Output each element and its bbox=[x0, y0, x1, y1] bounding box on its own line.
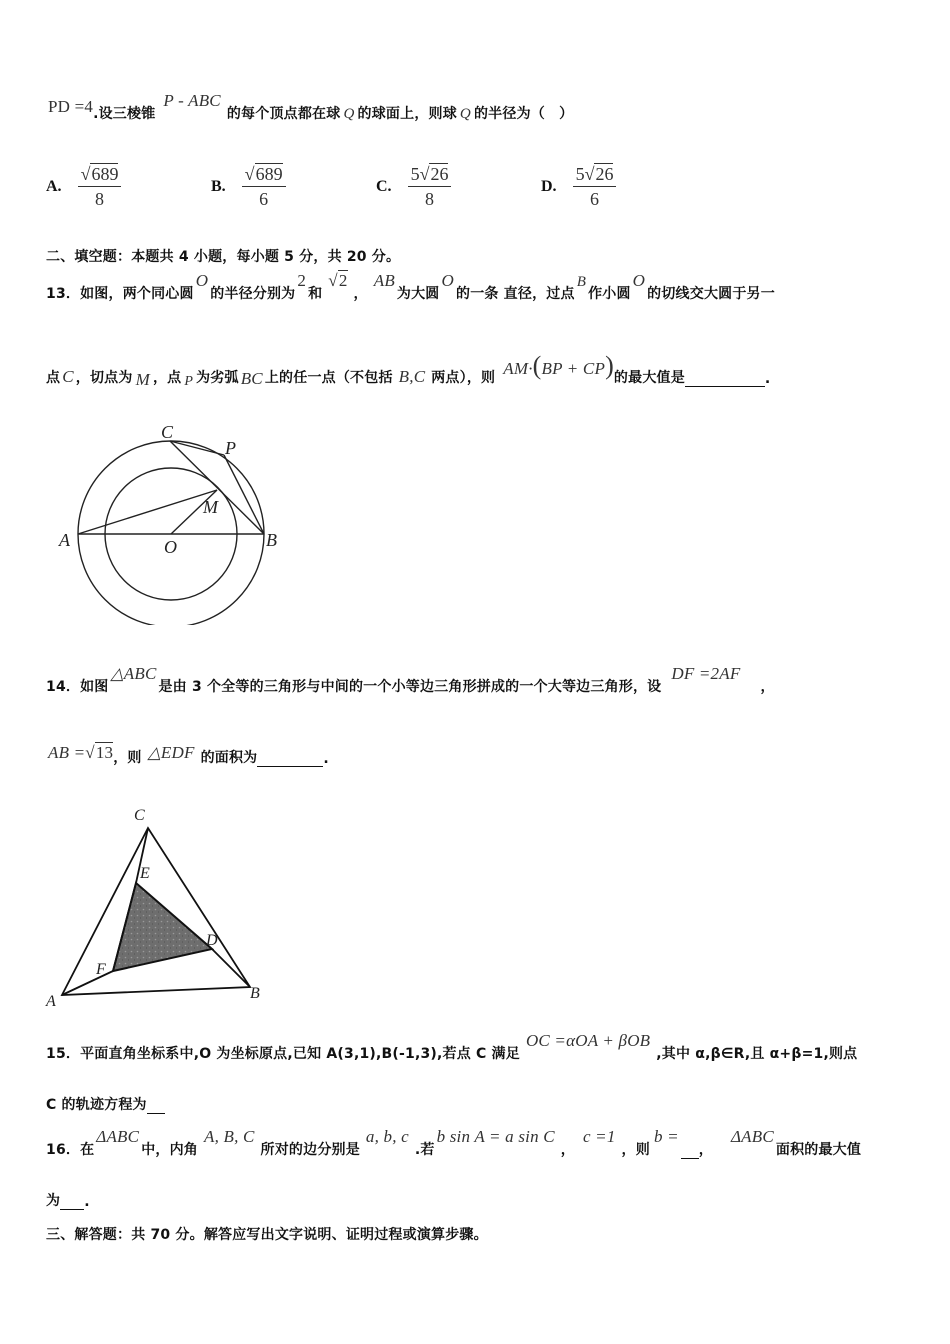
option-label: A. bbox=[46, 177, 62, 195]
q16-text: ，则 bbox=[621, 1142, 650, 1158]
period: . bbox=[84, 1194, 90, 1210]
q13-text: 点 bbox=[46, 370, 61, 386]
q13-text: 为大圆 bbox=[396, 286, 440, 302]
q13-text: 两点），则 bbox=[431, 370, 496, 386]
radicand: 26 bbox=[595, 164, 614, 184]
question-number: 16． bbox=[46, 1142, 81, 1158]
label-b: B bbox=[250, 985, 260, 1002]
q16-text: 面积的最大值 bbox=[775, 1142, 862, 1158]
question-number: 15． bbox=[46, 1046, 81, 1062]
denominator: 8 bbox=[95, 189, 104, 209]
q16-text: 所对的边分别是 bbox=[260, 1142, 360, 1158]
triangle-abc: ΔABC bbox=[96, 1127, 140, 1146]
q13-text: 和 bbox=[308, 286, 323, 302]
diameter-ab: AB bbox=[373, 271, 395, 290]
q16-text: ， bbox=[698, 1142, 713, 1158]
label-a: A bbox=[59, 530, 70, 550]
section-2-heading: 二、填空题：本题共 4 小题，每小题 5 分，共 20 分。 bbox=[46, 249, 401, 265]
q13-text: ，切点为 bbox=[75, 370, 133, 386]
q12-text: 的每个顶点都在球 bbox=[226, 106, 341, 122]
q16-text: 为 bbox=[46, 1193, 61, 1209]
q14-line-2 bbox=[48, 743, 329, 767]
points-bc: B,C bbox=[398, 367, 426, 386]
q13-figure-concentric-circles bbox=[55, 415, 295, 625]
q14-line-1 bbox=[46, 664, 775, 696]
q14-text: 的面积为 bbox=[200, 750, 258, 766]
q14-text: 是由 3 个全等的三角形与中间的一个小等边三角形拼成的一个大等边三角形，设 bbox=[158, 679, 662, 695]
radicand: 2 bbox=[338, 271, 348, 290]
shaded-triangle-edf bbox=[113, 883, 212, 971]
label-c: C bbox=[134, 807, 145, 824]
point-m: M bbox=[135, 370, 150, 389]
option-fraction: $\frac{5√26}{6}$ bbox=[573, 163, 617, 210]
arc-bc: BC bbox=[240, 369, 263, 388]
q13-text: ，点 bbox=[152, 370, 182, 386]
sine-equation: b sin A = a sin C bbox=[436, 1127, 555, 1146]
point-c: C bbox=[62, 367, 74, 386]
label-e: E bbox=[140, 865, 150, 882]
sphere-q: Q bbox=[343, 106, 355, 122]
condition-df: DF =2AF bbox=[671, 664, 741, 683]
question-number: 13． bbox=[46, 286, 81, 302]
pyramid-label: P - ABC bbox=[163, 91, 221, 110]
label-p: P bbox=[225, 438, 236, 458]
option-a[interactable] bbox=[46, 163, 121, 210]
q13-text: 的半径分别为 bbox=[210, 286, 296, 302]
q12-text: 的半径为（ ） bbox=[473, 106, 574, 122]
label-a: A bbox=[46, 993, 56, 1010]
q13-text: ， bbox=[353, 286, 368, 302]
circle-o: O bbox=[441, 271, 454, 290]
question-number: 14． bbox=[46, 679, 81, 695]
circle-o: O bbox=[195, 271, 209, 290]
option-c[interactable] bbox=[376, 163, 451, 210]
answer-blank[interactable] bbox=[681, 1144, 699, 1159]
point-b: B bbox=[576, 274, 587, 290]
q13-text: 的最大值是 bbox=[613, 370, 685, 386]
coefficient: 5 bbox=[575, 164, 585, 184]
label-d: D bbox=[206, 932, 218, 949]
segment-cb bbox=[170, 441, 264, 534]
radicand: 13 bbox=[95, 743, 114, 762]
q16-text: .若 bbox=[414, 1142, 435, 1158]
segment-am bbox=[78, 490, 217, 534]
label-f: F bbox=[96, 961, 106, 978]
option-label: C. bbox=[376, 177, 392, 195]
label-m: M bbox=[203, 497, 218, 517]
q16-text: 在 bbox=[80, 1142, 95, 1158]
option-d[interactable] bbox=[541, 163, 616, 210]
q15-line-2 bbox=[46, 1094, 165, 1114]
triangle-abc: ΔABC bbox=[730, 1127, 774, 1146]
q16-line-2 bbox=[46, 1190, 90, 1210]
radicand: 689 bbox=[91, 164, 119, 184]
circle-o: O bbox=[632, 271, 646, 290]
max-expression: AM·(BP + CP) bbox=[503, 351, 614, 380]
denominator: 6 bbox=[590, 189, 599, 209]
segment-pb bbox=[224, 455, 264, 534]
q13-text: 如图，两个同心圆 bbox=[80, 286, 194, 302]
q15-line-1 bbox=[46, 1031, 858, 1063]
answer-blank[interactable] bbox=[147, 1099, 165, 1114]
b-label: b = bbox=[653, 1127, 679, 1146]
label-o: O bbox=[164, 537, 177, 557]
sides-abc: a, b, c bbox=[365, 1127, 409, 1146]
radius-1: 2 bbox=[297, 271, 307, 290]
expr-am: AM bbox=[503, 359, 529, 378]
q12-text: .设三棱锥 bbox=[93, 106, 156, 122]
c-value: c =1 bbox=[582, 1127, 616, 1146]
radicand: 689 bbox=[255, 164, 283, 184]
q13-text: 的一条 直径，过点 bbox=[456, 286, 575, 302]
q13-text: 的切线交大圆于另一 bbox=[647, 286, 775, 302]
answer-blank[interactable] bbox=[257, 752, 323, 767]
vector-equation: OC =αOA + βOB bbox=[525, 1031, 651, 1050]
answer-blank[interactable] bbox=[60, 1195, 84, 1210]
triangle-edf: △EDF bbox=[147, 743, 195, 762]
option-fraction: $\frac{√689}{6}$ bbox=[242, 163, 286, 210]
q13-text: 作小圆 bbox=[588, 286, 631, 302]
q14-text: ， bbox=[760, 679, 775, 695]
ab-label: AB = bbox=[48, 743, 86, 762]
q13-text: 上的任一点（不包括 bbox=[264, 370, 393, 386]
q13-text: 为劣弧 bbox=[196, 370, 239, 386]
section-3-heading: 三、解答题：共 70 分。解答应写出文字说明、证明过程或演算步骤。 bbox=[46, 1227, 488, 1243]
label-b: B bbox=[266, 530, 277, 550]
point-p: P bbox=[184, 374, 194, 389]
q14-text: ，则 bbox=[113, 750, 142, 766]
q15-text: C 的轨迹方程为 bbox=[46, 1097, 147, 1113]
q16-text: ， bbox=[560, 1142, 575, 1158]
ab-equation: AB =√13 bbox=[48, 743, 114, 762]
segment-bd bbox=[212, 949, 250, 987]
option-b[interactable] bbox=[211, 163, 286, 210]
q14-figure-triangle bbox=[40, 800, 280, 1010]
angles-abc: A, B, C bbox=[204, 1127, 255, 1146]
q13-line-2 bbox=[46, 351, 771, 389]
q12-stem bbox=[48, 91, 574, 123]
radius-2: √2 bbox=[328, 271, 348, 290]
segment-cp bbox=[170, 441, 224, 455]
q12-text: 的球面上，则球 bbox=[357, 106, 457, 122]
q16-text: 中，内角 bbox=[141, 1142, 198, 1158]
option-label: B. bbox=[211, 177, 226, 195]
period: . bbox=[764, 371, 771, 387]
option-fraction: $\frac{√689}{8}$ bbox=[78, 163, 122, 210]
answer-blank[interactable] bbox=[685, 372, 765, 387]
q13-line-1 bbox=[46, 271, 775, 303]
q16-line-1 bbox=[46, 1127, 862, 1159]
option-label: D. bbox=[541, 177, 557, 195]
denominator: 8 bbox=[425, 189, 434, 209]
coefficient: 5 bbox=[410, 164, 420, 184]
expr-sum: BP + CP bbox=[541, 359, 606, 378]
period: . bbox=[323, 751, 329, 767]
denominator: 6 bbox=[259, 189, 269, 209]
sphere-q: Q bbox=[459, 106, 471, 122]
pd-equation: PD =4 bbox=[48, 97, 94, 116]
option-fraction: $\frac{5√26}{8}$ bbox=[408, 163, 452, 210]
label-c: C bbox=[161, 422, 174, 442]
q14-text: 如图 bbox=[80, 679, 109, 695]
radicand: 26 bbox=[430, 164, 449, 184]
triangle-abc: △ABC bbox=[110, 664, 157, 683]
q15-text: 平面直角坐标系中,O 为坐标原点,已知 A(3,1),B(-1,3),若点 C 满足 bbox=[80, 1046, 520, 1062]
q15-text: ,其中 α,β∈R,且 α+β=1,则点 bbox=[656, 1046, 858, 1062]
